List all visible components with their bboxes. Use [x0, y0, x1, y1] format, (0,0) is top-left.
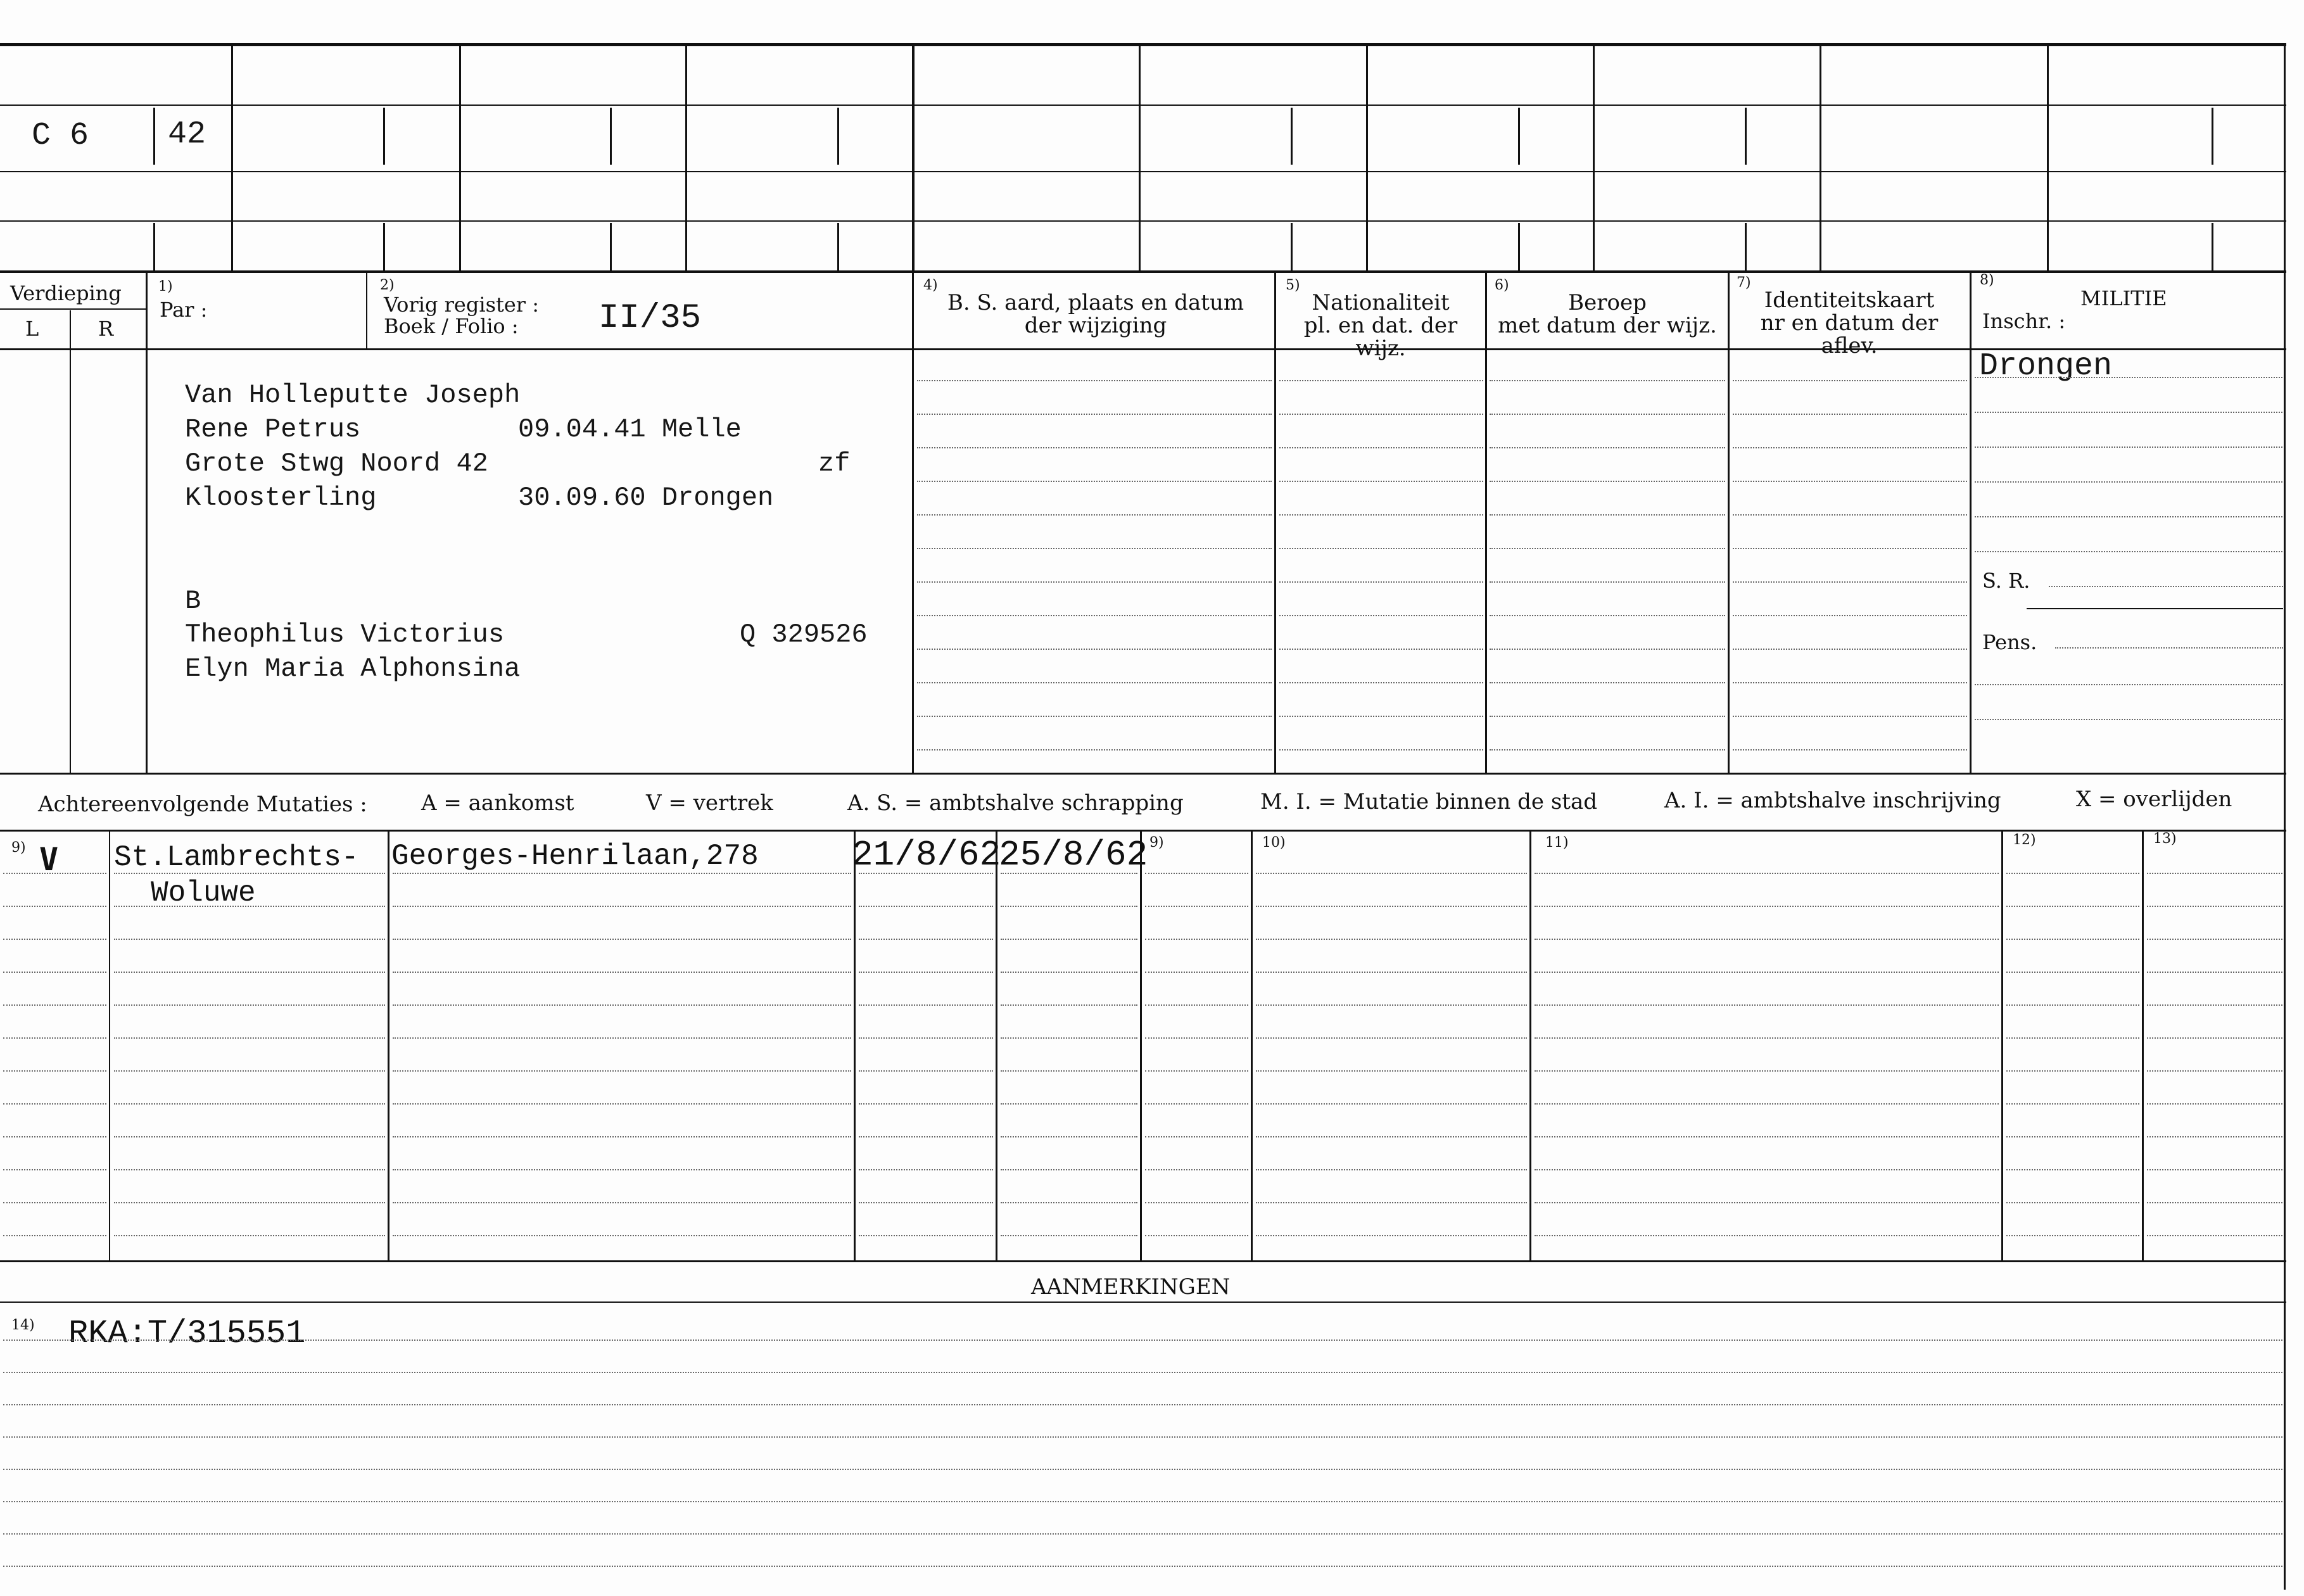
dotted-rule — [1279, 380, 1483, 381]
dotted-rule — [3, 1372, 2282, 1373]
remarks-title: AANMERKINGEN — [1031, 1274, 1231, 1300]
dotted-rule — [2006, 1136, 2139, 1137]
dotted-rule — [1490, 615, 1725, 616]
dotted-rule — [1256, 1037, 1527, 1039]
dotted-rule — [1145, 1202, 1248, 1203]
legend-item: M. I. = Mutatie binnen de stad — [1260, 789, 1597, 814]
dotted-rule — [1535, 873, 1999, 874]
dotted-rule — [3, 1169, 106, 1170]
dotted-rule — [1256, 873, 1527, 874]
grid-vline — [1518, 108, 1520, 165]
dotted-rule — [114, 1037, 385, 1039]
dotted-rule — [917, 447, 1272, 448]
dotted-rule — [3, 1103, 106, 1105]
mut-vline — [388, 831, 389, 1262]
dotted-rule — [1490, 481, 1725, 482]
dotted-rule — [1490, 548, 1725, 549]
dotted-rule — [1535, 972, 1999, 973]
dotted-rule — [1733, 514, 1967, 516]
id-header-line2: nr en datum der aflev. — [1760, 310, 1939, 358]
legend-item: A = aankomst — [421, 790, 574, 816]
dotted-rule — [1490, 581, 1725, 583]
dotted-rule — [1490, 749, 1725, 750]
grid-vline — [2212, 108, 2213, 165]
sr-label: S. R. — [1982, 569, 2030, 593]
grid-line — [0, 270, 2286, 273]
col-vline — [146, 272, 148, 773]
dotted-rule — [859, 1004, 993, 1006]
dotted-rule — [1733, 581, 1967, 583]
person-occupation: Kloosterling — [185, 483, 377, 513]
dotted-rule — [2147, 1070, 2282, 1072]
dotted-rule — [393, 1136, 851, 1137]
person-address: Grote Stwg Noord 42 — [185, 448, 488, 479]
mutation-address: Georges-Henrilaan,278 — [391, 840, 759, 873]
grid-vline — [1139, 44, 1141, 272]
bs-num: 4) — [923, 277, 938, 293]
dotted-rule — [393, 1037, 851, 1039]
pens-dotline — [2055, 647, 2283, 649]
dotted-rule — [1256, 1169, 1527, 1170]
mut-col-num: 9) — [1149, 835, 1164, 851]
mutations-bottom-line — [0, 1260, 2286, 1262]
dotted-rule — [2147, 1235, 2282, 1236]
dotted-rule — [114, 1136, 385, 1137]
dotted-rule — [3, 939, 106, 940]
grid-vline — [1820, 44, 1821, 272]
dotted-rule — [917, 514, 1272, 516]
dotted-rule — [1001, 1169, 1137, 1170]
dotted-rule — [2006, 873, 2139, 874]
legend-title: Achtereenvolgende Mutaties : — [38, 792, 367, 817]
grid-vline — [2047, 44, 2049, 272]
id-number: Q 329526 — [740, 619, 868, 650]
mut-vline — [1140, 831, 1142, 1262]
id-num: 7) — [1737, 275, 1751, 291]
grid-vline — [837, 108, 839, 165]
verdieping-split — [0, 308, 146, 310]
dotted-rule — [1535, 1004, 1999, 1006]
dotted-rule — [1279, 481, 1483, 482]
dotted-rule — [1975, 719, 2282, 720]
dotted-rule — [3, 1202, 106, 1203]
dotted-rule — [1279, 414, 1483, 415]
dotted-rule — [1145, 1235, 1248, 1236]
dotted-rule — [859, 1169, 993, 1170]
pens-label: Pens. — [1982, 630, 2037, 654]
dotted-rule — [917, 682, 1272, 683]
dotted-rule — [3, 1469, 2282, 1470]
militie-num: 8) — [1980, 272, 1994, 288]
grid-vline — [383, 108, 385, 165]
col-vline — [912, 272, 914, 773]
dotted-rule — [1145, 906, 1248, 907]
dotted-rule — [1535, 1070, 1999, 1072]
dotted-rule — [114, 1004, 385, 1006]
id-header-line1: Identiteitskaart — [1764, 288, 1935, 313]
dotted-rule — [917, 380, 1272, 381]
dotted-rule — [1733, 481, 1967, 482]
dotted-rule — [1733, 447, 1967, 448]
dotted-rule — [917, 716, 1272, 717]
dotted-rule — [1256, 972, 1527, 973]
dotted-rule — [917, 649, 1272, 650]
militie-title: MILITIE — [2080, 286, 2167, 310]
nationaliteit-header — [1276, 291, 1485, 360]
dotted-rule — [1975, 481, 2282, 483]
dotted-rule — [2006, 972, 2139, 973]
dotted-rule — [1001, 1037, 1137, 1039]
dotted-rule — [2147, 1103, 2282, 1105]
verdieping-left: L — [25, 317, 39, 341]
dotted-rule — [2006, 1037, 2139, 1039]
dotted-rule — [917, 749, 1272, 750]
legend-item: X = overlijden — [2076, 787, 2232, 812]
dotted-rule — [1535, 1235, 1999, 1236]
dotted-rule — [393, 1004, 851, 1006]
dotted-rule — [1001, 1202, 1137, 1203]
dotted-rule — [859, 1037, 993, 1039]
dotted-rule — [2147, 1169, 2282, 1170]
dotted-rule — [1975, 516, 2282, 517]
dotted-rule — [859, 972, 993, 973]
verdieping-label: Verdieping — [10, 281, 122, 305]
dotted-rule — [1279, 615, 1483, 616]
grid-vline — [153, 223, 155, 270]
dotted-rule — [1256, 1070, 1527, 1072]
dotted-rule — [1256, 1235, 1527, 1236]
inschr-value: Drongen — [1979, 348, 2113, 384]
person-address-mark: zf — [818, 448, 851, 479]
dotted-rule — [1145, 939, 1248, 940]
dotted-rule — [859, 906, 993, 907]
dotted-rule — [1733, 682, 1967, 683]
grid-vline — [1291, 223, 1293, 270]
beroep-header — [1487, 291, 1728, 337]
dotted-rule — [393, 1235, 851, 1236]
legend-top-line — [0, 773, 2286, 775]
dotted-rule — [917, 414, 1272, 415]
mut-vline — [2001, 831, 2003, 1262]
grid-vline — [383, 223, 385, 270]
dotted-rule — [1535, 1169, 1999, 1170]
verdieping-right: R — [98, 317, 114, 341]
beroep-header-line2: met datum der wijz. — [1498, 313, 1717, 338]
dotted-rule — [859, 1136, 993, 1137]
dotted-rule — [1145, 1103, 1248, 1105]
dotted-rule — [2006, 1202, 2139, 1203]
dotted-rule — [1975, 551, 2282, 552]
grid-vline — [1518, 223, 1520, 270]
boek-folio-label: Boek / Folio : — [384, 314, 519, 338]
grid-vline — [610, 108, 612, 165]
dotted-rule — [114, 972, 385, 973]
remarks-text: RKA:T/315551 — [68, 1315, 306, 1352]
dotted-rule — [2147, 1037, 2282, 1039]
mut-col-num: 9) — [11, 840, 26, 856]
person-given-names: Rene Petrus — [185, 414, 361, 445]
parents-mark: B — [185, 586, 201, 616]
dotted-rule — [1733, 615, 1967, 616]
dotted-rule — [393, 972, 851, 973]
dotted-rule — [3, 1533, 2282, 1535]
grid-vline — [1745, 223, 1747, 270]
dotted-rule — [2006, 1169, 2139, 1170]
sr-dotline — [2049, 586, 2283, 587]
dotted-rule — [917, 615, 1272, 616]
dotted-rule — [1490, 414, 1725, 415]
dotted-rule — [1001, 1004, 1137, 1006]
dotted-rule — [2006, 1103, 2139, 1105]
dotted-rule — [393, 939, 851, 940]
dotted-rule — [114, 1235, 385, 1236]
dotted-rule — [1733, 649, 1967, 650]
dotted-rule — [2147, 1004, 2282, 1006]
dotted-rule — [859, 1202, 993, 1203]
dotted-rule — [2147, 1136, 2282, 1137]
grid-vline — [837, 223, 839, 270]
dotted-rule — [859, 939, 993, 940]
dotted-rule — [1145, 873, 1248, 874]
grid-vline — [231, 44, 233, 272]
legend-item: A. S. = ambtshalve schrapping — [847, 790, 1184, 816]
dotted-rule — [1256, 939, 1527, 940]
dotted-rule — [2147, 939, 2282, 940]
dotted-rule — [1145, 1070, 1248, 1072]
dotted-rule — [3, 1566, 2282, 1567]
grid-vline — [1366, 44, 1368, 272]
dotted-rule — [1535, 1202, 1999, 1203]
dotted-rule — [1490, 682, 1725, 683]
vorig-register-label: Vorig register : — [384, 293, 540, 317]
mut-vline — [854, 831, 856, 1262]
mutation-date1: 21/8/62 — [852, 835, 1001, 875]
dotted-rule — [1001, 939, 1137, 940]
dotted-rule — [114, 1169, 385, 1170]
dotted-rule — [393, 1070, 851, 1072]
mutations-top-line — [0, 830, 2286, 832]
dotted-rule — [1975, 446, 2282, 448]
grid-vline — [1745, 108, 1747, 165]
dotted-rule — [1490, 716, 1725, 717]
nat-num: 5) — [1286, 277, 1300, 293]
dotted-rule — [1001, 1070, 1137, 1072]
dotted-rule — [1001, 1103, 1137, 1105]
dotted-rule — [1279, 682, 1483, 683]
mut-col-num: 12) — [2013, 832, 2036, 848]
dotted-rule — [1001, 1235, 1137, 1236]
dotted-rule — [1279, 548, 1483, 549]
bs-header-line1: B. S. aard, plaats en datum — [947, 290, 1244, 315]
dotted-rule — [114, 1103, 385, 1105]
dotted-rule — [2147, 972, 2282, 973]
dotted-rule — [393, 1169, 851, 1170]
dotted-rule — [1975, 684, 2282, 685]
grid-vline — [912, 44, 915, 272]
person-occupation-date: 30.09.60 Drongen — [518, 483, 774, 513]
dotted-rule — [1001, 972, 1137, 973]
dotted-rule — [393, 873, 851, 874]
dotted-rule — [2006, 939, 2139, 940]
dotted-rule — [1001, 906, 1137, 907]
dotted-rule — [1279, 749, 1483, 750]
dotted-rule — [1256, 906, 1527, 907]
mut-vline — [2142, 831, 2144, 1262]
identiteitskaart-header — [1729, 289, 1970, 357]
dotted-rule — [1733, 749, 1967, 750]
par-num: 1) — [158, 279, 173, 294]
grid-line — [0, 220, 2286, 222]
grid-vline — [610, 223, 612, 270]
dotted-rule — [2006, 1004, 2139, 1006]
dotted-rule — [1145, 972, 1248, 973]
dotted-rule — [1279, 447, 1483, 448]
mutation-place-line2: Woluwe — [151, 877, 256, 909]
bs-header — [918, 291, 1273, 337]
col-vline — [1485, 272, 1487, 773]
dotted-rule — [3, 972, 106, 973]
father-name: Theophilus Victorius — [185, 619, 505, 650]
dotted-rule — [1975, 412, 2282, 413]
vorig-num: 2) — [380, 277, 395, 293]
mutation-place-line1: St.Lambrechts- — [114, 841, 359, 874]
nat-header-line2: pl. en dat. der wijz. — [1303, 313, 1458, 361]
dotted-rule — [1535, 906, 1999, 907]
dotted-rule — [1145, 1136, 1248, 1137]
dotted-rule — [859, 1235, 993, 1236]
dotted-rule — [1256, 1202, 1527, 1203]
dotted-rule — [2006, 1070, 2139, 1072]
mut-col-num: 13) — [2153, 831, 2177, 847]
inschr-label: Inschr. : — [1982, 309, 2066, 333]
dotted-rule — [1733, 548, 1967, 549]
legend-item: A. I. = ambtshalve inschrijving — [1664, 788, 2001, 813]
dotted-rule — [1145, 1169, 1248, 1170]
house-number: 42 — [168, 117, 206, 153]
mut-vline — [109, 831, 110, 1262]
person-full-name: Van Holleputte Joseph — [185, 380, 521, 410]
mutation-type: V — [39, 841, 59, 878]
top-border — [0, 43, 2286, 46]
dotted-rule — [393, 1103, 851, 1105]
dotted-rule — [1279, 581, 1483, 583]
dotted-rule — [1490, 380, 1725, 381]
par-label: Par : — [160, 298, 208, 322]
dotted-rule — [393, 906, 851, 907]
dotted-rule — [1256, 1103, 1527, 1105]
legend-item: V = vertrek — [646, 790, 773, 816]
dotted-rule — [917, 581, 1272, 583]
col-vline — [70, 310, 71, 773]
dotted-rule — [2147, 906, 2282, 907]
dotted-rule — [3, 1037, 106, 1039]
dotted-rule — [917, 481, 1272, 482]
mutation-date2: 25/8/62 — [999, 835, 1148, 875]
mother-name: Elyn Maria Alphonsina — [185, 654, 521, 684]
dotted-rule — [3, 1501, 2282, 1502]
mut-col-num: 10) — [1262, 835, 1286, 851]
dotted-rule — [859, 1070, 993, 1072]
mut-vline — [1251, 831, 1253, 1262]
dotted-rule — [2006, 906, 2139, 907]
dotted-rule — [1279, 649, 1483, 650]
dotted-rule — [1001, 1136, 1137, 1137]
dotted-rule — [1535, 1136, 1999, 1137]
militie-divider — [2027, 608, 2283, 609]
code-divider — [153, 108, 155, 165]
dotted-rule — [1535, 1103, 1999, 1105]
dotted-rule — [1256, 1136, 1527, 1137]
dotted-rule — [3, 906, 106, 907]
mut-vline — [1529, 831, 1531, 1262]
grid-vline — [685, 44, 687, 272]
grid-vline — [1291, 108, 1293, 165]
dotted-rule — [1279, 716, 1483, 717]
dotted-rule — [3, 1436, 2282, 1438]
dotted-rule — [3, 1004, 106, 1006]
dotted-rule — [3, 1235, 106, 1236]
dotted-rule — [917, 548, 1272, 549]
dotted-rule — [1490, 447, 1725, 448]
right-edge — [2284, 44, 2286, 1590]
grid-vline — [459, 44, 461, 272]
nat-header-line1: Nationaliteit — [1312, 290, 1450, 315]
dotted-rule — [1490, 514, 1725, 516]
dotted-rule — [1145, 1037, 1248, 1039]
grid-line — [0, 104, 2286, 106]
dotted-rule — [3, 1404, 2282, 1405]
dotted-rule — [2147, 873, 2282, 874]
dotted-rule — [2006, 1235, 2139, 1236]
dotted-rule — [1279, 514, 1483, 516]
col-vline — [1970, 272, 1972, 773]
person-birth: 09.04.41 Melle — [518, 414, 742, 445]
mut-vline — [996, 831, 997, 1262]
grid-vline — [2212, 223, 2213, 270]
vorig-register-value: II/35 — [598, 299, 702, 338]
mut-col-num: 11) — [1545, 835, 1569, 851]
dotted-rule — [1733, 716, 1967, 717]
building-code: C 6 — [32, 118, 89, 154]
dotted-rule — [1256, 1004, 1527, 1006]
bs-header-line2: der wijziging — [1024, 313, 1167, 338]
dotted-rule — [114, 1202, 385, 1203]
grid-vline — [1593, 44, 1595, 272]
beroep-num: 6) — [1495, 277, 1509, 293]
dotted-rule — [393, 1202, 851, 1203]
dotted-rule — [114, 1070, 385, 1072]
col-vline — [366, 272, 367, 348]
dotted-rule — [1490, 649, 1725, 650]
dotted-rule — [859, 1103, 993, 1105]
dotted-rule — [1733, 380, 1967, 381]
dotted-rule — [3, 1136, 106, 1137]
dotted-rule — [1733, 414, 1967, 415]
dotted-rule — [1975, 377, 2282, 378]
dotted-rule — [1535, 939, 1999, 940]
beroep-header-line1: Beroep — [1568, 290, 1647, 315]
remarks-top-line — [0, 1302, 2286, 1303]
dotted-rule — [114, 939, 385, 940]
grid-line — [0, 171, 2286, 172]
remarks-num: 14) — [11, 1317, 35, 1333]
dotted-rule — [1535, 1037, 1999, 1039]
dotted-rule — [2147, 1202, 2282, 1203]
dotted-rule — [3, 1340, 2282, 1341]
dotted-rule — [1145, 1004, 1248, 1006]
dotted-rule — [3, 1070, 106, 1072]
